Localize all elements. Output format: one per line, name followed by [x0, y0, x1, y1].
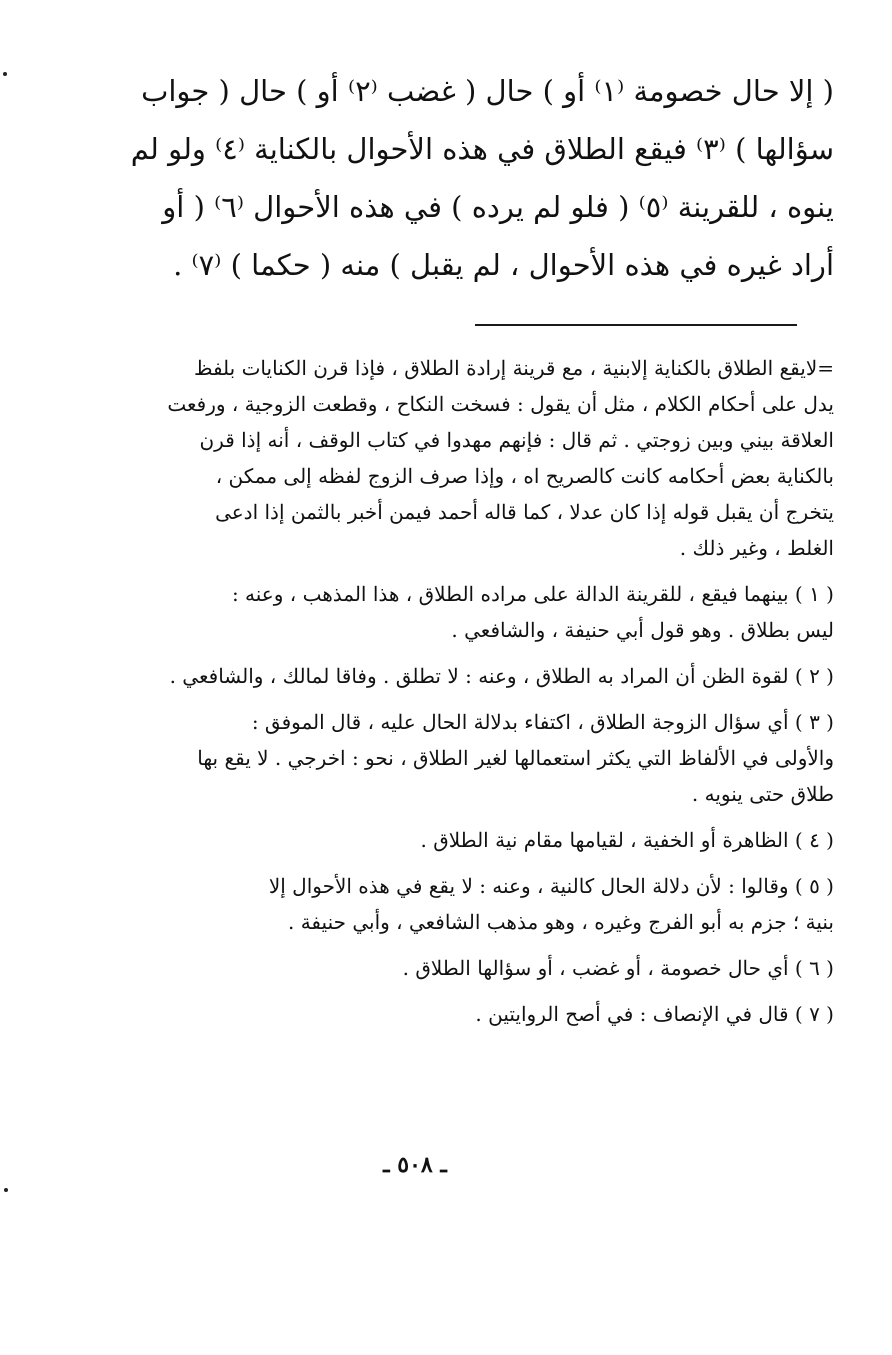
footnote-line: بنية ؛ جزم به أبو الفرج وغيره ، وهو مذهب الشافعي ، وأبي حنيفة .	[287, 910, 834, 934]
footnote-line: ( ١ ) بينهما فيقع ، للقرينة الدالة على مراده الطلاق ، هذا المذهب ، وعنه :	[231, 582, 834, 606]
footnote-1	[44, 576, 834, 648]
footnote-line: طلاق حتى ينويه .	[691, 782, 834, 806]
footnote-2	[44, 658, 834, 694]
main-text-line: سؤالها ) ⁽٣⁾ فيقع الطلاق في هذه الأحوال بالكناية ⁽٤⁾ ولو لم	[130, 132, 834, 166]
footnote-3	[44, 704, 834, 812]
footnote-line: يتخرج أن يقبل قوله إذا كان عدلا ، كما قاله أحمد فيمن أخبر بالثمن إذا ادعى	[215, 500, 834, 524]
footnote-line: ليس بطلاق . وهو قول أبي حنيفة ، والشافعي .	[451, 618, 834, 642]
main-text-line: ينوه ، للقرينة ⁽٥⁾ ( فلو لم يرده ) في هذه الأحوال ⁽٦⁾ ( أو	[162, 190, 834, 224]
main-text-line: ( إلا حال خصومة ⁽١⁾ أو ) حال ( غضب ⁽٢⁾ أو ) حال ( جواب	[141, 74, 834, 108]
footnote-line: ( ٢ ) لقوة الظن أن المراد به الطلاق ، وعنه : لا تطلق . وفاقا لمالك ، والشافعي .	[169, 664, 834, 688]
footnote-divider	[475, 324, 797, 326]
footnote-line: يدل على أحكام الكلام ، مثل أن يقول : فسخت النكاح ، وقطعت الزوجية ، ورفعت	[167, 392, 834, 416]
main-text	[44, 62, 834, 294]
footnote-6	[44, 950, 834, 986]
scan-speck	[4, 1188, 8, 1192]
footnote-7	[44, 996, 834, 1032]
main-text-line: أراد غيره في هذه الأحوال ، لم يقبل ) منه ( حكما ) ⁽٧⁾ .	[173, 248, 834, 282]
footnotes	[44, 350, 834, 1042]
page-number: ـ ٥٠٨ ـ	[383, 1152, 447, 1178]
footnote-continuation	[44, 350, 834, 566]
footnote-line: ( ٦ ) أي حال خصومة ، أو غضب ، أو سؤالها الطلاق .	[402, 956, 834, 980]
footnote-line: بالكناية بعض أحكامه كانت كالصريح اه ، وإذا صرف الزوج لفظه إلى ممكن ،	[215, 464, 834, 488]
footnote-line: والأولى في الألفاظ التي يكثر استعمالها لغير الطلاق ، نحو : اخرجي . لا يقع بها	[197, 746, 834, 770]
footnote-line: ( ٧ ) قال في الإنصاف : في أصح الروايتين .	[475, 1002, 834, 1026]
footnote-line: الغلط ، وغير ذلك .	[679, 536, 834, 560]
scan-speck	[3, 72, 7, 76]
footnote-4	[44, 822, 834, 858]
footnote-line: العلاقة بيني وبين زوجتي . ثم قال : فإنهم مهدوا في كتاب الوقف ، أنه إذا قرن	[199, 428, 834, 452]
footnote-line: =لايقع الطلاق بالكناية إلابنية ، مع قرينة إرادة الطلاق ، فإذا قرن الكنايات بلفظ	[193, 356, 834, 380]
footnote-line: ( ٥ ) وقالوا : لأن دلالة الحال كالنية ، وعنه : لا يقع في هذه الأحوال إلا	[268, 874, 834, 898]
footnote-line: ( ٣ ) أي سؤال الزوجة الطلاق ، اكتفاء بدلالة الحال عليه ، قال الموفق :	[251, 710, 834, 734]
footnote-line: ( ٤ ) الظاهرة أو الخفية ، لقيامها مقام نية الطلاق .	[420, 828, 834, 852]
footnote-5	[44, 868, 834, 940]
